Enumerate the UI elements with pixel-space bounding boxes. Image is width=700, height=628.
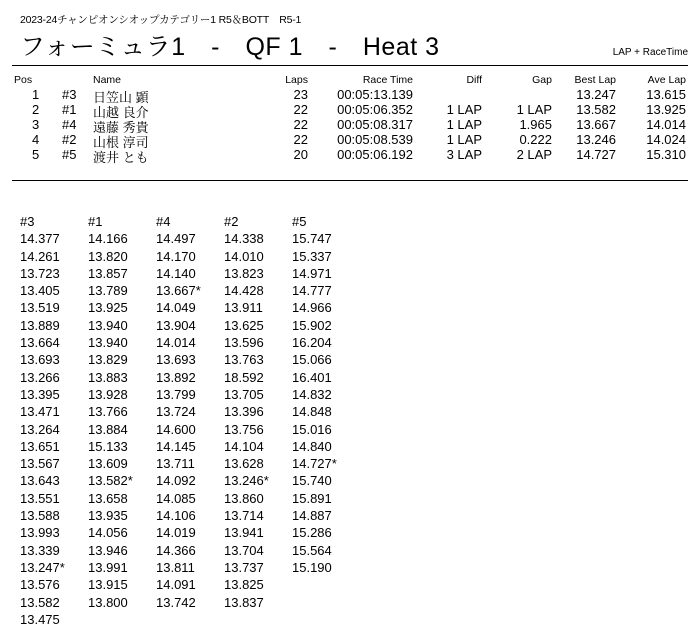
header-laps: Laps — [285, 74, 308, 86]
lap-time: 14.091 — [156, 577, 196, 593]
header-ave-lap: Ave Lap — [647, 74, 686, 86]
row-pos: 5 — [32, 147, 40, 162]
lap-column-car: #1 — [88, 214, 103, 229]
header-name: Name — [93, 74, 122, 86]
row-gap: 1 LAP — [516, 102, 552, 117]
lap-time: 15.133 — [88, 438, 128, 454]
lap-time: 14.600 — [156, 421, 196, 437]
row-pos: 3 — [32, 117, 40, 132]
row-pos: 2 — [32, 102, 40, 117]
results-table — [0, 74, 700, 165]
lap-time: 13.588 — [20, 508, 60, 524]
lap-time: 13.582* — [88, 473, 133, 489]
lap-time: 13.567 — [20, 456, 60, 472]
lap-column-car: #5 — [292, 214, 307, 229]
row-pos: 1 — [32, 87, 40, 102]
lap-time: 13.664 — [20, 335, 60, 351]
lap-time: 13.395 — [20, 386, 60, 402]
lap-time: 13.396 — [224, 404, 264, 420]
lap-time: 13.946 — [88, 542, 128, 558]
row-diff: 1 LAP — [446, 117, 482, 132]
lap-time: 14.049 — [156, 300, 196, 316]
row-gap: 1.965 — [519, 117, 552, 132]
row-race-time: 00:05:06.352 — [337, 102, 413, 117]
lap-time: 13.756 — [224, 421, 264, 437]
lap-time: 13.246* — [224, 473, 269, 489]
row-best-lap: 13.247 — [576, 87, 616, 102]
lap-time: 13.625 — [224, 317, 264, 333]
lap-time: 13.799 — [156, 386, 196, 402]
lap-column — [156, 213, 224, 628]
lap-time: 14.840 — [292, 438, 332, 454]
row-car-number: #2 — [62, 132, 77, 147]
table-row — [0, 102, 700, 120]
lap-time: 13.940 — [88, 317, 128, 333]
lap-time: 13.766 — [88, 404, 128, 420]
row-ave-lap: 14.024 — [646, 132, 686, 147]
row-ave-lap: 13.615 — [646, 87, 686, 102]
lap-time: 13.811 — [156, 559, 195, 575]
lap-time: 13.892 — [156, 369, 196, 385]
lap-time: 14.010 — [224, 248, 264, 264]
lap-time: 13.609 — [88, 456, 128, 472]
lap-time: 13.763 — [224, 352, 264, 368]
lap-time: 13.551 — [20, 490, 60, 506]
lap-time: 15.066 — [292, 352, 332, 368]
lap-time: 13.714 — [224, 508, 264, 524]
lap-time: 13.264 — [20, 421, 60, 437]
lap-time: 14.014 — [156, 335, 196, 351]
lap-time: 14.166 — [88, 231, 128, 247]
lap-time: 14.104 — [224, 438, 264, 454]
table-row — [0, 117, 700, 135]
lap-time: 14.497 — [156, 231, 196, 247]
lap-time: 14.887 — [292, 508, 332, 524]
lap-time: 13.904 — [156, 317, 196, 333]
lap-time: 13.911 — [224, 300, 263, 316]
row-car-number: #1 — [62, 102, 77, 117]
row-driver-name: 山越 良介 — [93, 105, 149, 120]
results-header-row — [0, 74, 700, 87]
row-laps: 20 — [293, 147, 308, 162]
lap-time: 15.902 — [292, 317, 332, 333]
row-best-lap: 14.727 — [576, 147, 616, 162]
lap-time: 13.941 — [224, 525, 264, 541]
table-row — [0, 132, 700, 150]
lap-time: 14.366 — [156, 542, 196, 558]
row-driver-name: 日笠山 顕 — [93, 90, 149, 105]
lap-time: 13.925 — [88, 300, 128, 316]
lap-column-car: #2 — [224, 214, 239, 229]
row-laps: 22 — [293, 132, 308, 147]
lap-time: 13.860 — [224, 490, 264, 506]
row-driver-name: 山根 淳司 — [93, 135, 149, 150]
lap-time: 18.592 — [224, 369, 264, 385]
lap-time: 13.711 — [156, 456, 195, 472]
lap-time: 13.991 — [88, 559, 128, 575]
row-car-number: #5 — [62, 147, 77, 162]
lap-time: 14.338 — [224, 231, 264, 247]
row-driver-name: 渡井 とも — [93, 150, 149, 165]
row-race-time: 00:05:13.139 — [337, 87, 413, 102]
lap-time: 15.564 — [292, 542, 332, 558]
lap-time: 16.204 — [292, 335, 332, 351]
row-race-time: 00:05:08.317 — [337, 117, 413, 132]
row-diff: 1 LAP — [446, 102, 482, 117]
row-driver-name: 遠藤 秀貴 — [93, 120, 149, 135]
lap-time: 14.056 — [88, 525, 128, 541]
lap-time: 13.643 — [20, 473, 60, 489]
lap-column — [88, 213, 156, 628]
row-best-lap: 13.246 — [576, 132, 616, 147]
lap-time: 13.825 — [224, 577, 264, 593]
lap-time: 14.092 — [156, 473, 196, 489]
lap-time: 14.377 — [20, 231, 60, 247]
page-title: フォーミュラ1 - QF 1 - Heat 3 — [20, 33, 440, 61]
lap-time: 13.915 — [88, 577, 128, 593]
lap-time: 13.724 — [156, 404, 196, 420]
header-best-lap: Best Lap — [574, 74, 616, 86]
table-top-rule — [12, 65, 688, 66]
lap-time: 13.471 — [20, 404, 60, 420]
lap-time: 15.286 — [292, 525, 332, 541]
lap-time: 15.337 — [292, 248, 332, 264]
lap-time: 13.889 — [20, 317, 60, 333]
lap-time: 13.704 — [224, 542, 264, 558]
lap-time: 14.428 — [224, 283, 264, 299]
event-subtitle: 2023-24チャンピオンシオップカテゴリー1 R5＆BOTT R5-1 — [20, 14, 302, 26]
row-ave-lap: 15.310 — [646, 147, 686, 162]
lap-time: 14.170 — [156, 248, 196, 264]
lap-time: 13.883 — [88, 369, 128, 385]
row-race-time: 00:05:06.192 — [337, 147, 413, 162]
lap-time: 14.145 — [156, 438, 196, 454]
row-diff: 1 LAP — [446, 132, 482, 147]
header-pos: Pos — [14, 74, 33, 86]
lap-time: 13.742 — [156, 594, 196, 610]
lap-time: 13.582 — [20, 594, 60, 610]
lap-time: 13.928 — [88, 386, 128, 402]
header-gap: Gap — [532, 74, 552, 86]
lap-time: 14.106 — [156, 508, 196, 524]
lap-time: 13.837 — [224, 594, 264, 610]
lap-time: 13.475 — [20, 611, 60, 627]
row-pos: 4 — [32, 132, 40, 147]
lap-time: 13.857 — [88, 265, 128, 281]
lap-time: 13.405 — [20, 283, 60, 299]
lap-time: 13.658 — [88, 490, 128, 506]
lap-time: 13.693 — [156, 352, 196, 368]
table-row — [0, 87, 700, 105]
lap-column — [292, 213, 360, 628]
lap-time: 14.848 — [292, 404, 332, 420]
row-laps: 23 — [293, 87, 308, 102]
lap-time: 13.667* — [156, 283, 201, 299]
lap-time: 13.823 — [224, 265, 264, 281]
lap-time: 15.747 — [292, 231, 332, 247]
lap-column — [20, 213, 88, 628]
lap-time: 14.019 — [156, 525, 196, 541]
lap-time: 15.891 — [292, 490, 332, 506]
lap-time: 15.016 — [292, 421, 332, 437]
lap-time: 15.740 — [292, 473, 332, 489]
table-row — [0, 147, 700, 165]
header-race-time: Race Time — [362, 74, 413, 86]
lap-time: 14.140 — [156, 265, 196, 281]
lap-time: 13.820 — [88, 248, 128, 264]
row-gap: 0.222 — [519, 132, 552, 147]
lap-time: 13.800 — [88, 594, 128, 610]
lap-time: 15.190 — [292, 559, 332, 575]
lap-time: 13.247* — [20, 559, 65, 575]
lap-time: 16.401 — [292, 369, 332, 385]
table-bottom-rule — [12, 180, 688, 181]
row-gap: 2 LAP — [516, 147, 552, 162]
lap-time: 13.576 — [20, 577, 60, 593]
row-race-time: 00:05:08.539 — [337, 132, 413, 147]
report-mode-label: LAP + RaceTime — [612, 47, 688, 58]
lap-time: 13.596 — [224, 335, 264, 351]
lap-time: 13.829 — [88, 352, 128, 368]
lap-time: 13.789 — [88, 283, 128, 299]
lap-time: 13.266 — [20, 369, 60, 385]
lap-time: 14.832 — [292, 386, 332, 402]
lap-time: 13.993 — [20, 525, 60, 541]
row-laps: 22 — [293, 117, 308, 132]
lap-column-car: #3 — [20, 214, 35, 229]
lap-time: 14.777 — [292, 283, 332, 299]
lap-time: 13.339 — [20, 542, 60, 558]
row-car-number: #4 — [62, 117, 77, 132]
lap-time: 13.628 — [224, 456, 264, 472]
row-diff: 3 LAP — [446, 147, 482, 162]
row-car-number: #3 — [62, 87, 77, 102]
lap-time: 13.723 — [20, 265, 60, 281]
lap-time: 13.651 — [20, 438, 60, 454]
lap-time: 13.519 — [20, 300, 60, 316]
lap-time: 14.966 — [292, 300, 332, 316]
lap-column — [224, 213, 292, 628]
row-ave-lap: 14.014 — [646, 117, 686, 132]
row-best-lap: 13.667 — [576, 117, 616, 132]
lap-time: 14.727* — [292, 456, 337, 472]
lap-time: 13.940 — [88, 335, 128, 351]
lap-time: 14.971 — [292, 265, 332, 281]
row-laps: 22 — [293, 102, 308, 117]
lap-time: 13.935 — [88, 508, 128, 524]
lap-time: 13.693 — [20, 352, 60, 368]
header-diff: Diff — [466, 74, 482, 86]
lap-times-grid — [20, 213, 360, 628]
lap-time: 13.737 — [224, 559, 264, 575]
lap-time: 13.705 — [224, 386, 264, 402]
lap-time: 14.261 — [20, 248, 60, 264]
lap-time: 13.884 — [88, 421, 128, 437]
lap-column-car: #4 — [156, 214, 171, 229]
lap-time: 14.085 — [156, 490, 196, 506]
row-ave-lap: 13.925 — [646, 102, 686, 117]
row-best-lap: 13.582 — [576, 102, 616, 117]
